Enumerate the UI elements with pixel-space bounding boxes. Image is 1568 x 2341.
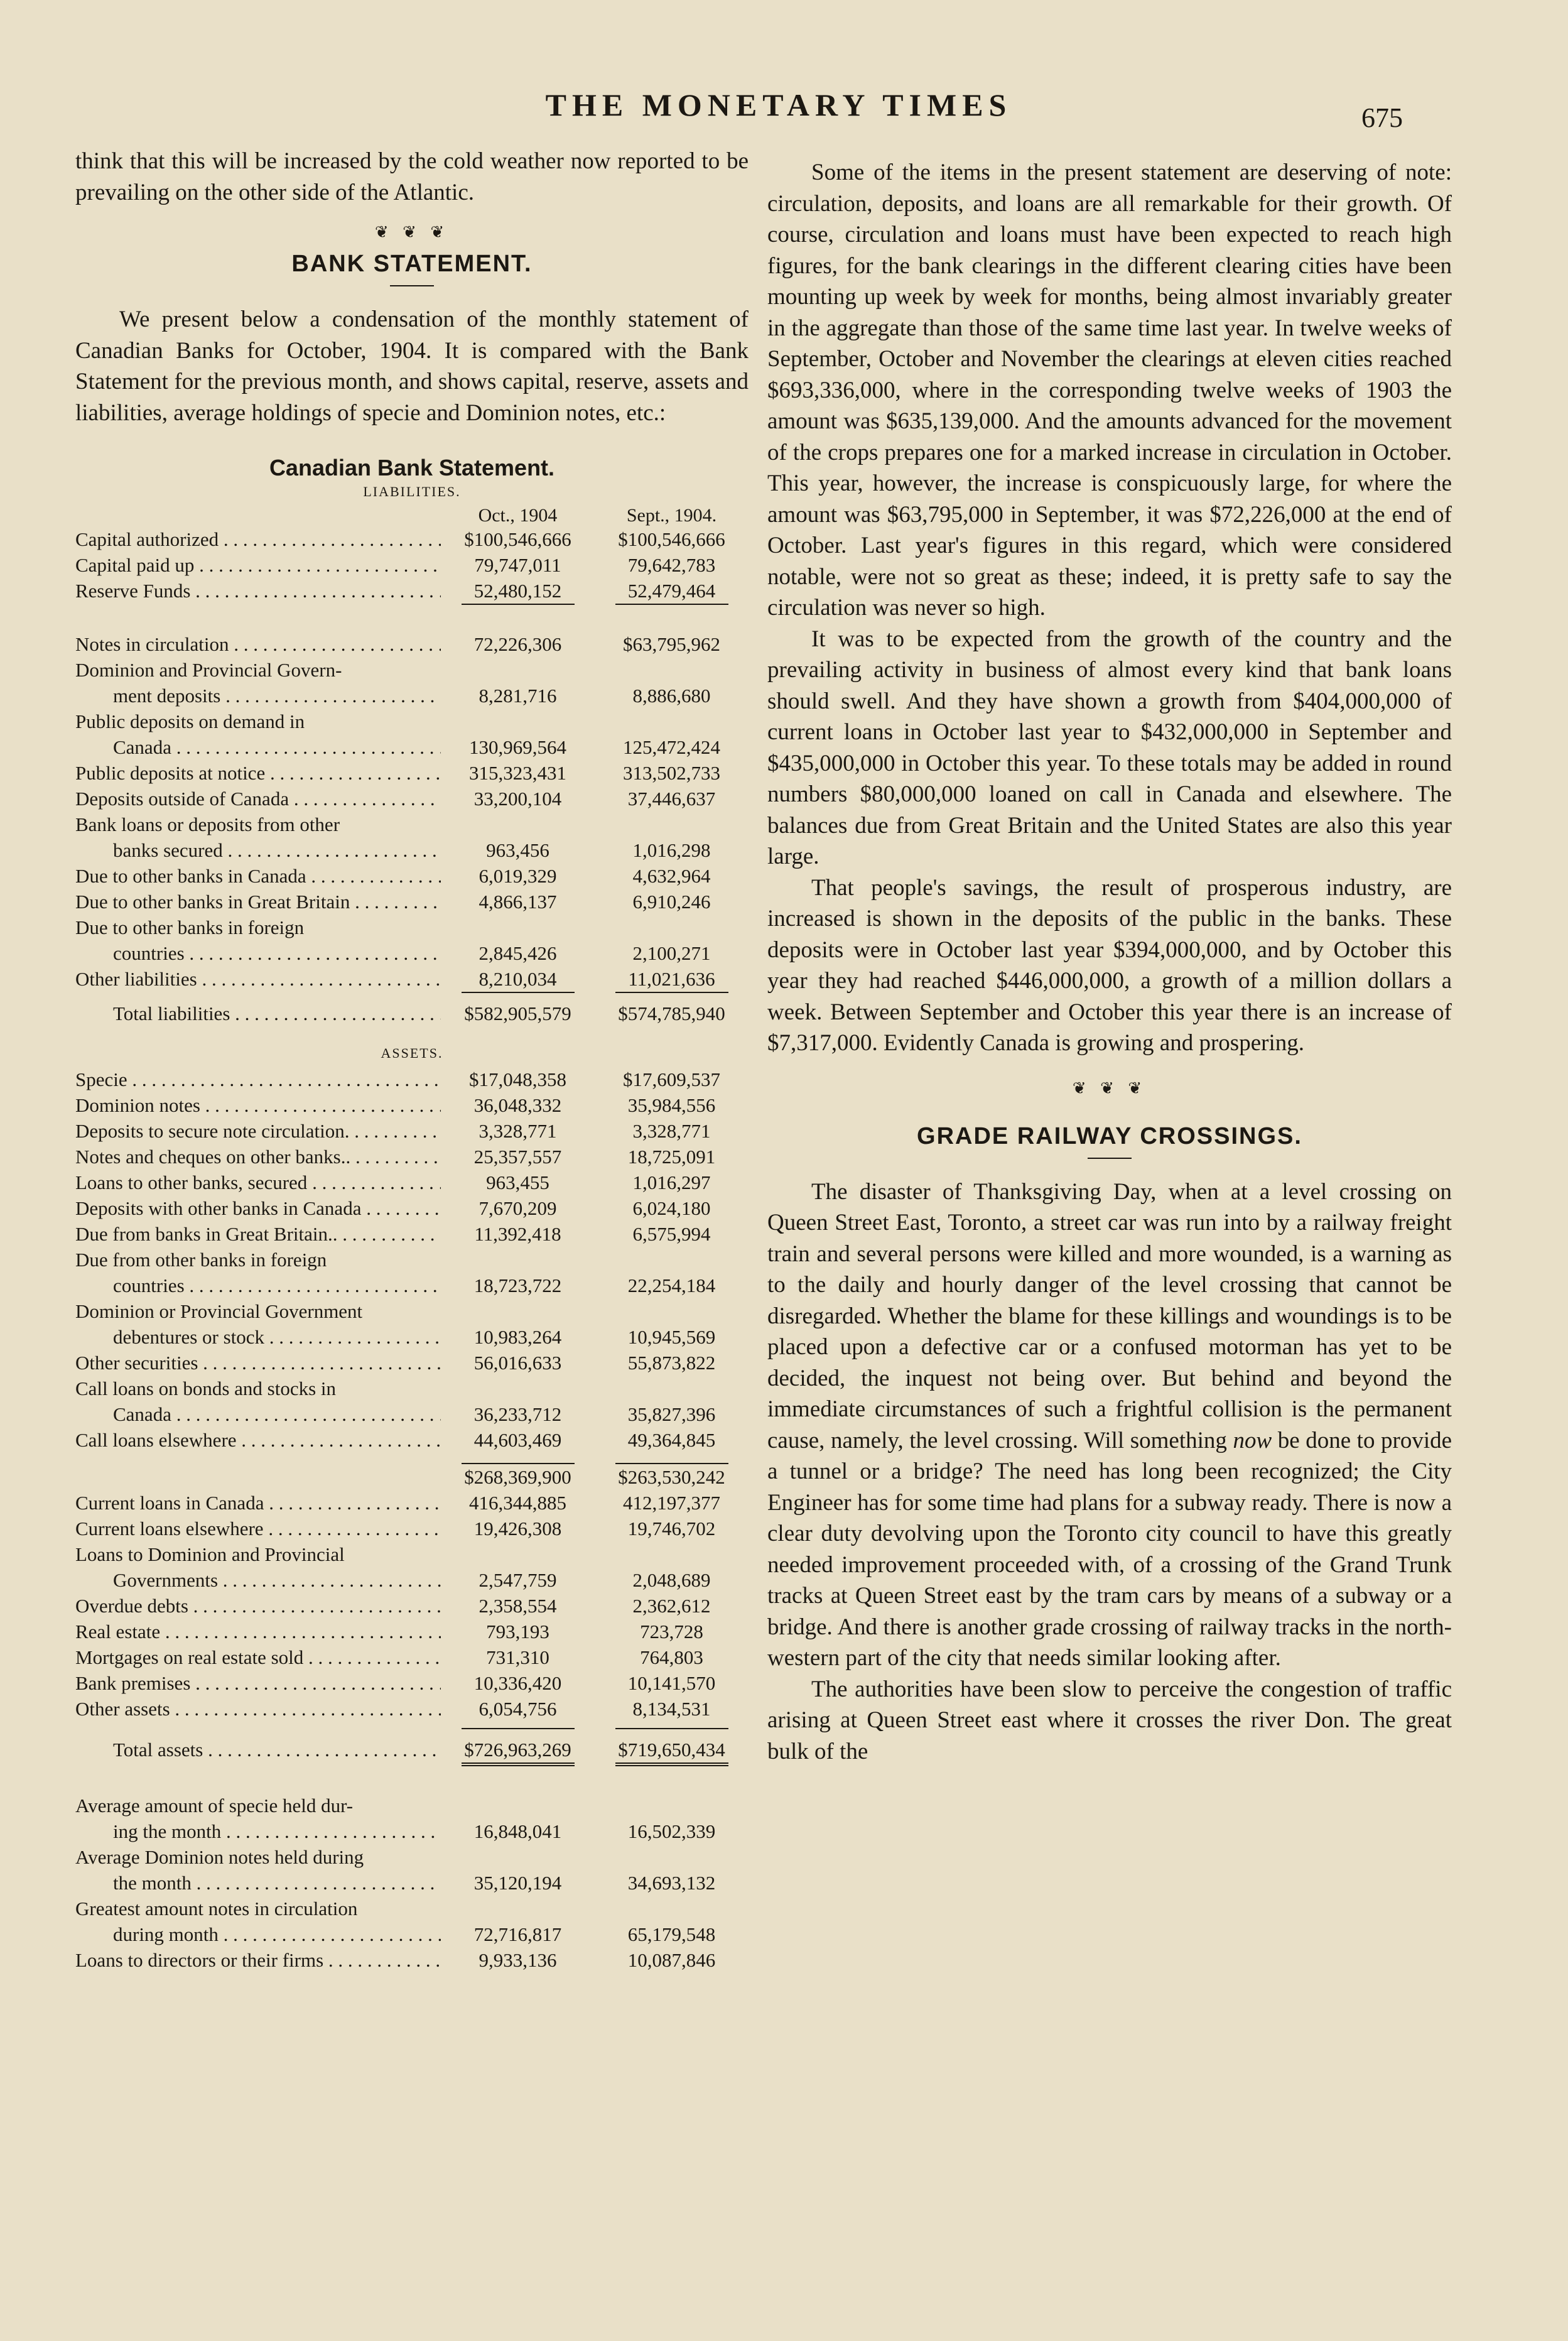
- table-cell-sept: 6,910,246: [632, 891, 711, 913]
- table-row: [75, 1221, 749, 1247]
- row-label: Loans to other banks, secured . . .: [75, 1170, 441, 1195]
- table-cell-oct: 33,200,104: [473, 788, 562, 810]
- table-cell-oct: 44,603,469: [473, 1429, 562, 1451]
- table-cell-sept: 35,827,396: [627, 1403, 716, 1425]
- table-cell: $726,963,269: [464, 1739, 571, 1761]
- capital-rows: [75, 526, 749, 604]
- table-row: [75, 1273, 749, 1298]
- table-row: [75, 1567, 749, 1593]
- table-cell-oct: 6,019,329: [479, 865, 557, 887]
- table-row: [75, 1844, 749, 1870]
- table-row: [75, 657, 749, 683]
- row-label: Capital authorized . . .: [75, 526, 441, 552]
- table-cell-oct: 963,455: [486, 1171, 549, 1193]
- row-label: Dominion or Provincial Government: [75, 1300, 363, 1322]
- table-cell-oct: 2,547,759: [479, 1569, 557, 1591]
- table-cell: $263,530,242: [618, 1466, 725, 1488]
- row-label: Due to other banks in Great Britain . . .: [75, 889, 441, 915]
- row-label: Canada . . .: [75, 1401, 441, 1427]
- table-cell-sept: 22,254,184: [627, 1274, 716, 1296]
- row-label: Average amount of specie held dur-: [75, 1795, 354, 1817]
- row-label: Overdue debts . . .: [75, 1593, 441, 1619]
- table-row: [75, 1896, 749, 1921]
- table-cell-oct: 36,048,332: [473, 1094, 562, 1116]
- averages-rows: [75, 1793, 749, 1973]
- article-paragraph: The authorities have been slow to perceive the congestion of traffic arising at Queen Street east where it crosses the river Don. The great bulk of the: [767, 1676, 1452, 1764]
- divider: [1088, 1158, 1132, 1159]
- table-cell: $574,785,940: [618, 1002, 725, 1024]
- row-label: Canada . . .: [75, 734, 441, 760]
- rule: [75, 1728, 749, 1729]
- article-paragraph: It was to be expected from the growth of the country and the prevailing activity in business of almost every kind that bank loans should swell. And they have shown a growth from $404,000,000 of current loans in October last year to $432,000,000 in September and $435,000,000 in October this year. To these totals may be added in round numbers $80,000,000 loaned on call in Canada and elsewhere. The balances due from Great Britain and the United States are also this year large.: [767, 626, 1452, 869]
- table-row: [75, 1324, 749, 1350]
- row-label: Loans to Dominion and Provincial: [75, 1543, 345, 1565]
- table-cell-oct: 793,193: [486, 1621, 549, 1643]
- row-label: Dominion and Provincial Govern-: [75, 659, 342, 681]
- assets-rows: [75, 1067, 749, 1453]
- intro-paragraph: think that this will be increased by the cold weather now reported to be prevailing on the other side of the Atlantic.: [75, 148, 749, 205]
- assets-rows-2: [75, 1490, 749, 1722]
- statement-title: Canadian Bank Statement.: [269, 455, 555, 481]
- table-row: [75, 1376, 749, 1401]
- row-label: Average Dominion notes held during: [75, 1846, 364, 1868]
- table-cell-oct: 10,336,420: [473, 1672, 562, 1694]
- table-row: [75, 1118, 749, 1144]
- table-row: [75, 1921, 749, 1947]
- row-label: Reserve Funds . . .: [75, 578, 441, 604]
- row-label: Specie . . .: [75, 1067, 441, 1092]
- row-label: Other securities . . .: [75, 1350, 441, 1376]
- table-row: [75, 1696, 749, 1722]
- table-cell-oct: 731,310: [486, 1646, 549, 1668]
- table-cell-oct: 35,120,194: [473, 1872, 562, 1894]
- table-cell-sept: 8,886,680: [632, 685, 711, 707]
- rule: [75, 992, 749, 993]
- row-label: Other liabilities . . .: [75, 966, 441, 992]
- table-cell-sept: 6,575,994: [632, 1223, 711, 1245]
- table-cell-sept: 6,024,180: [632, 1197, 711, 1219]
- table-row: [75, 812, 749, 837]
- table-row: [75, 786, 749, 812]
- table-row: [75, 1298, 749, 1324]
- table-cell-sept: 723,728: [640, 1621, 703, 1643]
- table-row: [75, 1619, 749, 1644]
- table-cell-sept: 412,197,377: [623, 1492, 720, 1514]
- table-cell-sept: 65,179,548: [627, 1923, 716, 1945]
- table-cell-oct: 315,323,431: [469, 762, 566, 784]
- table-row: [75, 631, 749, 657]
- ornament: ❦ ❦ ❦: [374, 223, 450, 241]
- table-cell-oct: 11,392,418: [474, 1223, 561, 1245]
- table-cell-oct: 72,226,306: [473, 633, 562, 655]
- row-label: countries . . .: [75, 1273, 441, 1298]
- table-cell-oct: 3,328,771: [479, 1120, 557, 1142]
- table-cell-oct: 36,233,712: [473, 1403, 562, 1425]
- table-cell-sept: 35,984,556: [627, 1094, 716, 1116]
- table-cell-sept: 79,642,783: [627, 554, 716, 576]
- table-cell-sept: 10,141,570: [627, 1672, 716, 1694]
- row-label: Deposits outside of Canada . . .: [75, 786, 441, 812]
- table-cell: Total assets . . .: [75, 1737, 441, 1763]
- table-cell-oct: 2,845,426: [479, 942, 557, 964]
- table-row: [75, 1644, 749, 1670]
- table-cell-oct: 25,357,557: [473, 1146, 562, 1168]
- grade-crossings-heading: GRADE RAILWAY CROSSINGS.: [917, 1122, 1302, 1149]
- table-cell-oct: 18,723,722: [473, 1274, 562, 1296]
- table-row: [75, 940, 749, 966]
- table-cell: $268,369,900: [464, 1466, 571, 1488]
- table-cell-sept: 4,632,964: [632, 865, 711, 887]
- row-label: banks secured . . .: [75, 837, 441, 863]
- emphasis: now: [1233, 1427, 1272, 1453]
- table-cell-sept: 8,134,531: [632, 1698, 711, 1720]
- table-cell-sept: $63,795,962: [623, 633, 720, 655]
- table-cell-sept: 52,479,464: [627, 580, 716, 602]
- table-cell: Total liabilities . . .: [75, 1001, 441, 1026]
- table-cell-sept: 2,048,689: [632, 1569, 711, 1591]
- row-label: Due to other banks in Canada . . .: [75, 863, 441, 889]
- table-cell-oct: 72,716,817: [473, 1923, 562, 1945]
- table-cell-sept: 3,328,771: [632, 1120, 711, 1142]
- table-cell-sept: $17,609,537: [623, 1068, 720, 1090]
- bank-statement-table: [75, 505, 749, 1973]
- table-row: [75, 1516, 749, 1541]
- table-cell-oct: 79,747,011: [474, 554, 561, 576]
- table-cell-sept: 1,016,297: [632, 1171, 711, 1193]
- table-cell-oct: 9,933,136: [479, 1949, 557, 1971]
- row-label: Public deposits at notice . . .: [75, 760, 441, 786]
- table-cell-oct: 52,480,152: [473, 580, 562, 602]
- row-label: Current loans elsewhere . . .: [75, 1516, 441, 1541]
- total-liabilities-row: [75, 1001, 749, 1026]
- table-row: [75, 526, 749, 552]
- table-row: [75, 1144, 749, 1170]
- table-cell-oct: 56,016,633: [473, 1352, 562, 1374]
- table-cell-oct: 8,281,716: [479, 685, 557, 707]
- table-row: [75, 1247, 749, 1273]
- table-row: [75, 1793, 749, 1818]
- text-run: The disaster of Thanksgiving Day, when at a level crossing on Queen Street East, Toronto, a street car was run into by a railway freight train and several persons were killed and more wounded, is a warning as to the daily and hourly danger of the level crossing that cannot be disregarded. Whether the blame for these killings and woundings is to be placed upon a defective car or a confused motorman has yet to be decided, the inquest not being over. But behind and beyond the immediate circumstances of such a frightful collision is the permanent cause, namely, the level crossing. Will something: [767, 1178, 1452, 1453]
- row-label: Notes and cheques on other banks.. . . .: [75, 1144, 441, 1170]
- row-label: Current loans in Canada . . .: [75, 1490, 441, 1516]
- table-row: [75, 915, 749, 940]
- table-row: [75, 1092, 749, 1118]
- table-cell-oct: $17,048,358: [469, 1068, 566, 1090]
- table-row: [75, 966, 749, 992]
- row-label: Notes in circulation . . .: [75, 631, 441, 657]
- row-label: countries . . .: [75, 940, 441, 966]
- table-cell-sept: 34,693,132: [627, 1872, 716, 1894]
- table-row: [75, 1427, 749, 1453]
- table-cell-oct: 416,344,885: [469, 1492, 566, 1514]
- table-row: [75, 760, 749, 786]
- table-cell-sept: 125,472,424: [623, 736, 720, 758]
- table-row: [75, 1067, 749, 1092]
- row-label: Bank loans or deposits from other: [75, 813, 340, 835]
- table-cell-oct: 16,848,041: [473, 1820, 562, 1842]
- table-cell-sept: 2,362,612: [632, 1595, 711, 1617]
- text-run: be done to provide a tunnel or a bridge? The need has long been recognized; the City Engineer has for some time had plans for a subway ready. There is now a clear duty devolving upon the Toronto city council to have this greatly needed improvement proceeded with, of a crossing of the Grand Trunk tracks at Queen Street east by the tram cars by means of a subway or a bridge. And there is another grade crossing of railway tracks in the north-western part of the city that needs similar looking after.: [767, 1427, 1452, 1671]
- table-row: [75, 1541, 749, 1567]
- divider: [390, 285, 434, 286]
- article-paragraph: [767, 1176, 1452, 1674]
- bank-statement-heading: BANK STATEMENT.: [291, 251, 533, 277]
- table-cell-oct: 19,426,308: [473, 1518, 562, 1540]
- table-cell: $582,905,579: [464, 1002, 571, 1024]
- table-row: [75, 1670, 749, 1696]
- article-paragraph: Some of the items in the present statement are deserving of note: circulation, deposits, and loans are all remarkable for their growth. Of course, circulation and loans must have been expected to reach high figures, for the bank clearings in the different clearing cities have been mounting up week by week for months, being almost invariably greater in the aggregate than those of the same time last year. In twelve weeks of September, October and November the clearings at eleven cities reached $693,336,000, where in the corresponding twelve weeks of 1903 the amount was $635,139,000. And the amounts advanced for the movement of the crops prepares one for a marked increase in circulation in October. This year, however, the increase is conspicuously large, for where the amount was $63,795,000 in September, it was $72,226,000 at the end of October. Last year's figures in this regard, which were considered notable, were not so great as these; indeed, it is pretty safe to say the circulation was never so high.: [767, 160, 1452, 621]
- row-label: the month . . .: [75, 1870, 441, 1896]
- page-number: 675: [1361, 102, 1403, 133]
- row-label: Due from other banks in foreign: [75, 1249, 327, 1271]
- table-cell-oct: 10,983,264: [473, 1326, 562, 1348]
- table-row: [75, 1947, 749, 1973]
- table-cell-oct: 7,670,209: [479, 1197, 557, 1219]
- row-label: Dominion notes . . .: [75, 1092, 441, 1118]
- table-cell-sept: 10,087,846: [627, 1949, 716, 1971]
- row-label: Public deposits on demand in: [75, 710, 305, 732]
- table-cell-oct: 2,358,554: [479, 1595, 557, 1617]
- table-row: [75, 552, 749, 578]
- table-cell-sept: 16,502,339: [627, 1820, 716, 1842]
- row-label: ment deposits . . .: [75, 683, 441, 709]
- table-row: [75, 889, 749, 915]
- table-cell-sept: 49,364,845: [627, 1429, 716, 1451]
- table-row: [75, 1401, 749, 1427]
- table-cell-sept: $100,546,666: [618, 528, 725, 550]
- table-cell-sept: 11,021,636: [628, 968, 715, 990]
- table-cell-sept: 2,100,271: [632, 942, 711, 964]
- row-label: Mortgages on real estate sold . . .: [75, 1644, 441, 1670]
- row-label: Bank premises . . .: [75, 1670, 441, 1696]
- right-column: [767, 157, 1452, 1767]
- table-cell-sept: 764,803: [640, 1646, 703, 1668]
- bank-intro-paragraph: We present below a condensation of the monthly statement of Canadian Banks for October, 1904. It is compared with the Bank Statement for the previous month, and shows capital, reserve, assets and liabilities, average holdings of specie and Dominion notes, etc.:: [75, 307, 749, 426]
- table-row: [75, 1170, 749, 1195]
- total-assets-row: [75, 1737, 749, 1763]
- table-row: [75, 1818, 749, 1844]
- table-row: [75, 1195, 749, 1221]
- ornament: ❦ ❦ ❦: [1072, 1078, 1147, 1097]
- row-label: Real estate . . .: [75, 1619, 441, 1644]
- table-cell-oct: $100,546,666: [464, 528, 571, 550]
- table-cell-oct: 6,054,756: [479, 1698, 557, 1720]
- row-label: Greatest amount notes in circulation: [75, 1898, 358, 1920]
- liabilities-label: LIABILITIES.: [363, 484, 461, 499]
- assets-label: ASSETS.: [381, 1045, 443, 1061]
- table-cell-sept: 1,016,298: [632, 839, 711, 861]
- table-row: [75, 837, 749, 863]
- table-cell-sept: 37,446,637: [627, 788, 716, 810]
- table-row: [75, 1870, 749, 1896]
- row-label: Call loans on bonds and stocks in: [75, 1377, 337, 1399]
- table-row: [75, 578, 749, 604]
- row-label: during month . . .: [75, 1921, 441, 1947]
- row-label: Capital paid up . . .: [75, 552, 441, 578]
- row-label: Deposits with other banks in Canada . . .: [75, 1195, 441, 1221]
- table-row: [75, 709, 749, 734]
- table-cell: $719,650,434: [618, 1739, 725, 1761]
- table-cell-sept: 55,873,822: [627, 1352, 716, 1374]
- left-column: [75, 146, 749, 1973]
- table-cell-sept: 313,502,733: [623, 762, 720, 784]
- table-cell-oct: 130,969,564: [469, 736, 566, 758]
- liabilities-rows: [75, 631, 749, 992]
- table-cell-oct: 963,456: [486, 839, 549, 861]
- table-cell-oct: 4,866,137: [479, 891, 557, 913]
- table-cell-sept: 18,725,091: [627, 1146, 716, 1168]
- masthead: THE MONETARY TIMES: [545, 87, 1012, 122]
- row-label: Loans to directors or their firms . . .: [75, 1947, 441, 1973]
- table-row: [75, 734, 749, 760]
- row-label: Call loans elsewhere . . .: [75, 1427, 441, 1453]
- row-label: Due from banks in Great Britain.. . . .: [75, 1221, 441, 1247]
- table-row: [75, 683, 749, 709]
- row-label: debentures or stock . . .: [75, 1324, 441, 1350]
- row-label: Other assets . . .: [75, 1696, 441, 1722]
- table-row: [75, 1490, 749, 1516]
- table-cell-sept: 19,746,702: [627, 1518, 716, 1540]
- col-oct-header: Oct., 1904: [478, 505, 558, 526]
- table-cell-sept: 10,945,569: [627, 1326, 716, 1348]
- row-label: ing the month . . .: [75, 1818, 441, 1844]
- row-label: Due to other banks in foreign: [75, 916, 305, 938]
- row-label: Governments . . .: [75, 1567, 441, 1593]
- col-sept-header: Sept., 1904.: [626, 505, 717, 526]
- row-label: Deposits to secure note circulation. . . .: [75, 1118, 441, 1144]
- column-headers: [75, 505, 749, 526]
- table-row: [75, 1593, 749, 1619]
- table-row: [75, 1350, 749, 1376]
- table-row: [75, 863, 749, 889]
- subtotal-row: [75, 1464, 749, 1490]
- article-paragraph: That people's savings, the result of prosperous industry, are increased is shown in the deposits of the public in the banks. These deposits were in October last year $394,000,000, and by October this year they had reached $446,000,000, a growth of a million dollars a week. Between September and October this year there is an increase of $7,317,000. Evidently Canada is growing and prospering.: [767, 874, 1452, 1056]
- table-cell-oct: 8,210,034: [479, 968, 557, 990]
